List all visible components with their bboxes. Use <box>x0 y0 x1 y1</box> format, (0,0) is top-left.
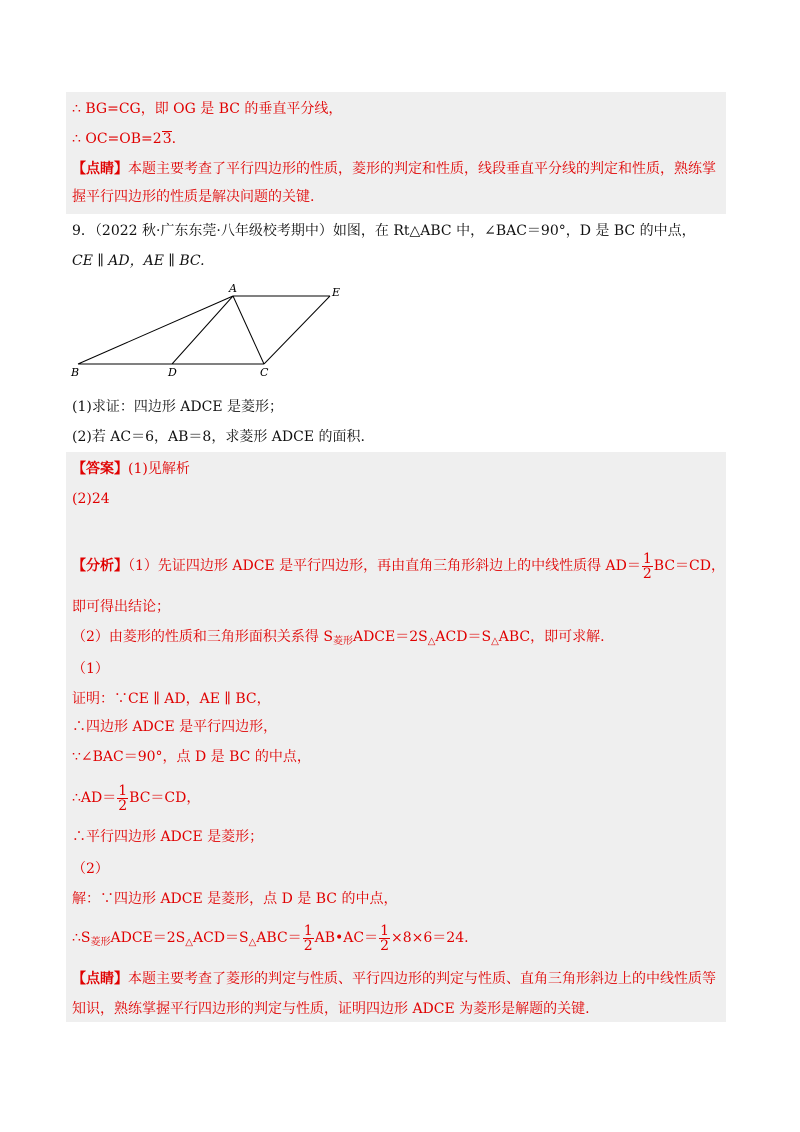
solution-step-7: （2） <box>72 861 109 877</box>
label-C: C <box>260 366 269 379</box>
question-line-1: 9．（2022 秋·广东东莞·八年级校考期中）如图，在 Rt△ABC 中，∠BAC＝90°，D 是 BC 的中点， <box>72 223 696 239</box>
solution-step-6: ∴平行四边形 ADCE 是菱形； <box>72 829 264 845</box>
sqrt-three: 3 <box>162 131 172 147</box>
geometry-figure <box>66 280 356 380</box>
analysis-line-2: 即可得出结论； <box>72 599 170 615</box>
solution-step-4: ∵∠BAC＝90°，点 D 是 BC 的中点， <box>72 749 311 765</box>
analysis-line-1: 【分析】（1）先证四边形 ADCE 是平行四边形，再由直角三角形斜边上的中线性质得 AD＝ $\frac{1}{2}$ BC＝CD， <box>72 550 725 582</box>
question-part-2: (2)若 AC＝6，AB＝8，求菱形 ADCE 的面积. <box>72 429 365 445</box>
label-E: E <box>332 286 341 299</box>
fraction-half: $\frac{1}{2}$ <box>642 550 652 582</box>
prev-line-2: ∴ OC=OB=23. <box>72 131 177 147</box>
prev-line-1: ∴ BG=CG，即 OG 是 BC 的垂直平分线， <box>72 101 343 117</box>
dianjing-line-2: 知识，熟练掌握平行四边形的判定与性质，证明四边形 ADCE 为菱形是解题的关键. <box>72 1001 590 1017</box>
dianjing-line-1: 【点睛】本题主要考查了菱形的判定与性质、平行四边形的判定与性质、直角三角形斜边上的中线性质等 <box>72 971 716 987</box>
answer-line-1: 【答案】(1)见解析 <box>72 461 190 477</box>
solution-step-9: $\therefore S_{菱形}ADCE=2S_\triangle ACD=S_\triangle ABC=$ $\frac{1}{2}$ AB•AC＝ $\frac{1}{2}$ ×8×6＝24. <box>72 922 469 954</box>
label-D: D <box>168 366 177 379</box>
solution-step-5: ∴AD＝ $\frac{1}{2}$ BC＝CD， <box>72 782 201 814</box>
segment-CE <box>264 296 330 364</box>
answer-line-2: (2)24 <box>72 491 110 507</box>
analysis-line-3: （2）由菱形的性质和三角形面积关系得 $S_{菱形}ADCE=2S_\triangle ACD=S_\triangle ABC$，即可求解. <box>72 629 605 647</box>
solution-step-1: （1） <box>72 661 109 677</box>
label-A: A <box>229 282 237 295</box>
prev-dianjing-2: 握平行四边形的性质是解决问题的关键. <box>72 189 315 205</box>
question-part-1: (1)求证：四边形 ADCE 是菱形； <box>72 399 283 415</box>
question-line-2: CE ∥ AD，AE ∥ BC. <box>72 253 205 269</box>
segment-AC <box>233 296 264 364</box>
solution-step-3: ∴四边形 ADCE 是平行四边形， <box>72 719 278 735</box>
segment-AD <box>172 296 233 364</box>
prev-dianjing-1: 【点睛】本题主要考查了平行四边形的性质，菱形的判定和性质，线段垂直平分线的判定和性质，熟练掌 <box>72 161 716 177</box>
segment-AB <box>78 296 233 364</box>
solution-step-2: 证明：∵CE ∥ AD，AE ∥ BC， <box>72 691 271 707</box>
label-B: B <box>71 366 80 379</box>
solution-step-8: 解：∵四边形 ADCE 是菱形，点 D 是 BC 的中点， <box>72 891 398 907</box>
